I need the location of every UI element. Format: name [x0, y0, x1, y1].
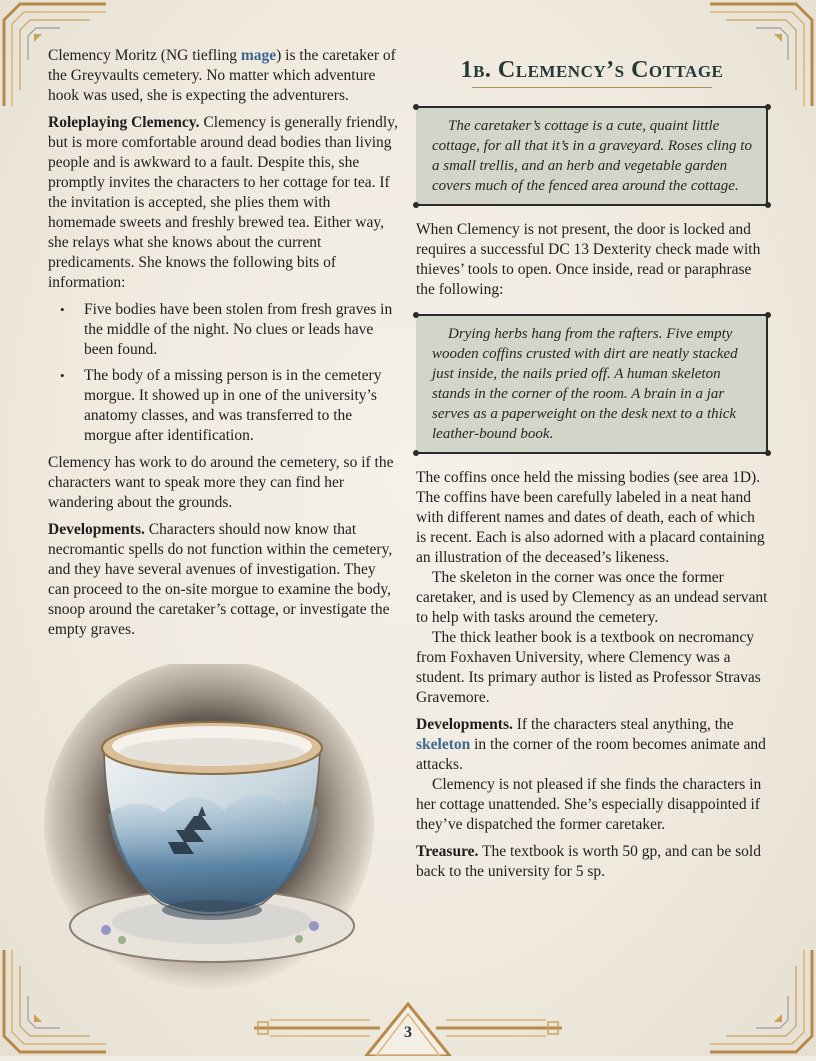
developments-heading: Developments.: [48, 521, 145, 538]
developments-heading: Developments.: [416, 716, 513, 733]
page-number: 3: [404, 1024, 412, 1041]
roleplaying-paragraph: Roleplaying Clemency. Clemency is generally friendly, but is more comfortable around dead bodies than living people and is awkward to a fault. Despite this, she promptly invites the characters to her cottage for tea. If the invitation is accepted, she plies them with homemade sweets and freshly brewed tea. Either way, she relays what she knows about the current predicaments. She knows the following bits of information:: [48, 114, 398, 291]
intro-paragraph: Clemency Moritz (NG tiefling mage) is the caretaker of the Greyvaults cemetery. No matter which adventure hook was used, she is expecting the adventurers.: [48, 47, 396, 104]
corner-ornament-bottom-right: [706, 946, 816, 1056]
list-item: • The body of a missing person is in the cemetery morgue. It showed up in one of the university’s anatomy classes, and was transferred to the morgue after identification.: [84, 366, 400, 446]
information-list: [48, 300, 400, 446]
list-item: • Five bodies have been stolen from fresh graves in the middle of the night. No clues or leads have been found.: [84, 300, 400, 360]
right-column: [416, 56, 768, 889]
read-aloud-box-cottage: [416, 106, 768, 206]
locked-door-paragraph: When Clemency is not present, the door is locked and requires a successful DC 13 Dexterity check made with thieves’ tools to open. Once inside, read or paraphrase the following:: [416, 221, 761, 298]
treasure-heading: Treasure.: [416, 843, 479, 860]
mage-link[interactable]: mage: [240, 47, 277, 64]
developments-paragraph: Developments. Characters should now know that necromantic spells do not function within the cemetery, and they have several avenues of investigation. They can proceed to the on-site morgue to examine the body, snoop around the caretaker’s cottage, or investigate the empty graves.: [48, 521, 393, 638]
roleplaying-heading: Roleplaying Clemency.: [48, 114, 200, 131]
read-aloud-text: Drying herbs hang from the rafters. Five empty wooden coffins crusted with dirt are neatly stacked just inside, the nails pried off. A human skeleton stands in the corner of the room. A brain in a jar serves as a paperweight on the desk next to a thick leather-bound book.: [432, 326, 738, 442]
title-divider: [472, 87, 712, 88]
developments-paragraph: Developments. If the characters steal anything, the skeleton in the corner of the room becomes animate and attacks.: [416, 716, 766, 773]
not-pleased-paragraph: Clemency is not pleased if she finds the characters in her cottage unattended. She’s especially disappointed if they’ve dispatched the former caretaker.: [416, 776, 762, 833]
book-paragraph: The thick leather book is a textbook on necromancy from Foxhaven University, where Clemency was a student. Its primary author is listed as Professor Stravas Gravemore.: [416, 629, 761, 706]
footer-ornament: [250, 1000, 566, 1056]
left-column: [48, 46, 400, 647]
skeleton-paragraph: The skeleton in the corner was once the former caretaker, and is used by Clemency as an undead servant to help with tasks around the cemetery.: [416, 569, 768, 626]
teacup-illustration: [44, 664, 374, 994]
treasure-paragraph: Treasure. The textbook is worth 50 gp, and can be sold back to the university for 5 sp.: [416, 843, 761, 880]
work-paragraph: Clemency has work to do around the cemetery, so if the characters want to speak more they can find her wandering about the grounds.: [48, 454, 394, 511]
read-aloud-box-interior: [416, 314, 768, 454]
read-aloud-text: The caretaker’s cottage is a cute, quaint little cottage, for all that it’s in a graveyard. Roses cling to a small trellis, and an herb and vegetable garden covers much of the fenced area around the cottage.: [432, 118, 752, 194]
skeleton-link[interactable]: skeleton: [416, 736, 471, 753]
coffins-paragraph: The coffins once held the missing bodies (see area 1D). The coffins have been carefully labeled in a neat hand with different names and dates of death, each of which is recent. Each is also adorned with a placard containing an illustration of the deceased’s likeness.: [416, 469, 765, 566]
section-title: 1b. Clemency’s Cottage: [460, 57, 724, 83]
